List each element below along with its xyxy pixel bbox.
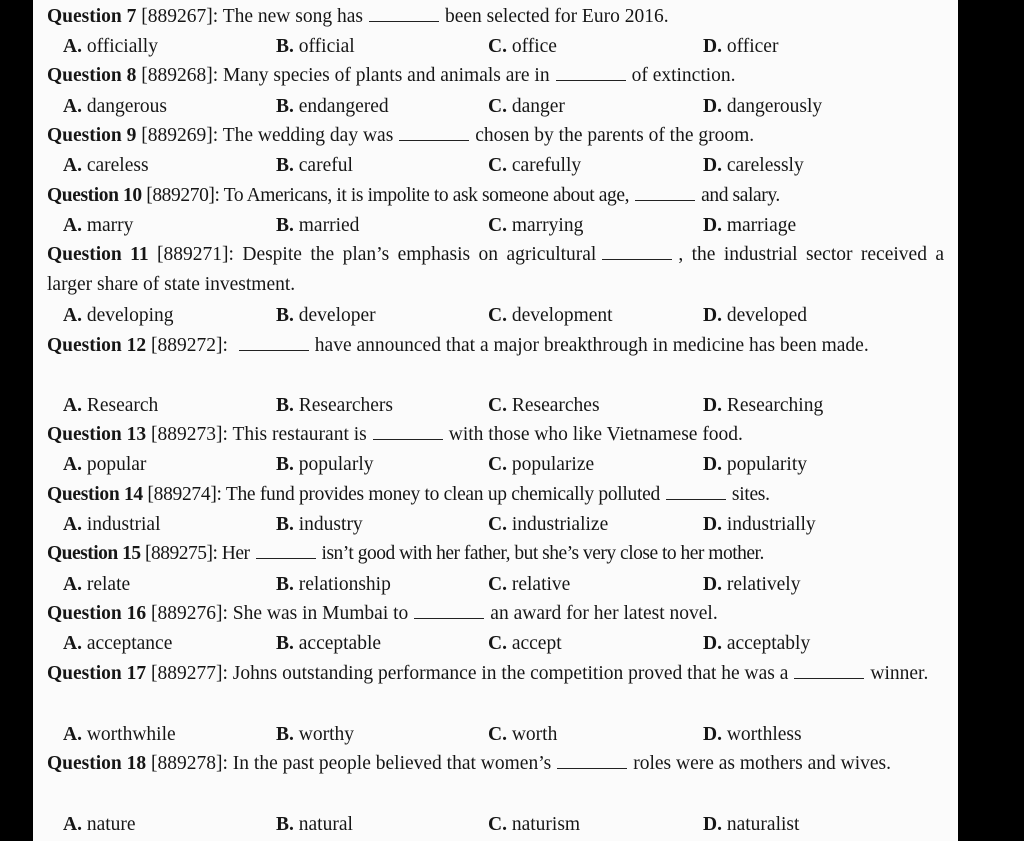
question-label: Question 8: [47, 65, 137, 86]
answer-blank: [369, 20, 439, 22]
question-text-before: The fund provides money to clean up chemically polluted: [225, 484, 660, 505]
option-d[interactable]: D. acceptably: [703, 633, 811, 654]
option-b[interactable]: B. natural: [276, 814, 353, 835]
question-id: [889272]:: [151, 335, 228, 356]
option-a[interactable]: A. popular: [63, 454, 147, 475]
option-d[interactable]: D. officer: [703, 36, 779, 57]
question-text-after: been selected for Euro 2016.: [444, 6, 669, 27]
question-text-after: an award for her latest novel.: [490, 603, 718, 624]
question-text-before: Her: [221, 543, 250, 564]
option-c[interactable]: C. naturism: [488, 814, 581, 835]
question-label: Question 13: [47, 424, 147, 445]
option-b[interactable]: B. relationship: [276, 574, 391, 595]
option-b[interactable]: B. careful: [276, 155, 353, 176]
answer-blank: [414, 617, 484, 619]
option-a[interactable]: A. relate: [63, 574, 131, 595]
option-d[interactable]: D. Researching: [703, 395, 824, 416]
option-b[interactable]: B. endangered: [276, 96, 389, 117]
question-text-before: Johns outstanding performance in the competition proved that he was a: [232, 663, 789, 684]
question-id: [889269]:: [141, 125, 219, 146]
option-c[interactable]: C. accept: [488, 633, 562, 654]
question-label: Question 16: [47, 603, 147, 624]
option-d[interactable]: D. naturalist: [703, 814, 800, 835]
option-a[interactable]: A. careless: [63, 155, 149, 176]
question-text-after: sites.: [731, 484, 770, 505]
question-label: Question 10: [47, 185, 142, 206]
option-c[interactable]: C. danger: [488, 96, 565, 117]
option-b[interactable]: B. acceptable: [276, 633, 382, 654]
options-row: [33, 391, 958, 421]
question-text-before: The wedding day was: [222, 125, 394, 146]
option-a[interactable]: A. worthwhile: [63, 724, 176, 745]
option-c[interactable]: C. office: [488, 36, 557, 57]
question-label: Question 14: [47, 484, 143, 505]
question-9: [47, 121, 944, 151]
question-text-after: and salary.: [701, 185, 780, 206]
answer-blank: [602, 258, 672, 260]
option-c[interactable]: C. relative: [488, 574, 571, 595]
option-d[interactable]: D. worthless: [703, 724, 802, 745]
options-row: [33, 32, 958, 62]
option-a[interactable]: A. developing: [63, 305, 174, 326]
options-row: [33, 211, 958, 241]
options-row: [33, 92, 958, 122]
question-13: [47, 420, 944, 450]
option-d[interactable]: D. carelessly: [703, 155, 804, 176]
question-text-before: Despite the plan’s emphasis on agricultural: [242, 244, 597, 265]
question-id: [889277]:: [151, 663, 228, 684]
option-b[interactable]: B. Researchers: [276, 395, 393, 416]
option-a[interactable]: A. officially: [63, 36, 158, 57]
question-text-before: Many species of plants and animals are in: [223, 65, 550, 86]
answer-blank: [557, 767, 627, 769]
option-b[interactable]: B. worthy: [276, 724, 355, 745]
option-a[interactable]: A. marry: [63, 215, 134, 236]
option-b[interactable]: B. developer: [276, 305, 376, 326]
question-label: Question 9: [47, 125, 137, 146]
options-row: [33, 629, 958, 659]
question-id: [889278]:: [151, 753, 228, 774]
option-c[interactable]: C. development: [488, 305, 613, 326]
question-text-after: winner.: [870, 663, 929, 684]
question-id: [889270]:: [146, 185, 220, 206]
question-text-after: of extinction.: [631, 65, 736, 86]
question-text-before: This restaurant is: [232, 424, 367, 445]
question-17: [47, 659, 944, 689]
question-text-before: The new song has: [222, 6, 363, 27]
options-row: [33, 151, 958, 181]
answer-blank: [666, 498, 726, 500]
option-a[interactable]: A. acceptance: [63, 633, 173, 654]
question-text-before: To Americans, it is impolite to ask someone about age,: [223, 185, 630, 206]
question-14: [47, 480, 944, 510]
question-8: [47, 61, 944, 91]
question-text-after: chosen by the parents of the groom.: [475, 125, 755, 146]
question-text-after: roles were as mothers and wives.: [633, 753, 891, 774]
question-id: [889276]:: [151, 603, 228, 624]
option-d[interactable]: D. marriage: [703, 215, 797, 236]
question-id: [889268]:: [141, 65, 219, 86]
answer-blank: [373, 438, 443, 440]
question-label: Question 12: [47, 335, 147, 356]
options-row: [33, 510, 958, 540]
question-id: [889275]:: [145, 543, 218, 564]
question-id: [889273]:: [151, 424, 228, 445]
question-11: [47, 240, 944, 300]
question-label: Question 18: [47, 753, 147, 774]
option-d[interactable]: D. dangerously: [703, 96, 823, 117]
question-label: Question 15: [47, 543, 141, 564]
question-15: [47, 539, 944, 569]
option-d[interactable]: D. developed: [703, 305, 807, 326]
answer-blank: [556, 79, 626, 81]
option-b[interactable]: B. married: [276, 215, 360, 236]
option-d[interactable]: D. popularity: [703, 454, 807, 475]
option-b[interactable]: B. industry: [276, 514, 363, 535]
answer-blank: [239, 349, 309, 351]
question-text-before: She was in Mumbai to: [232, 603, 409, 624]
option-a[interactable]: A. industrial: [63, 514, 161, 535]
option-a[interactable]: A. dangerous: [63, 96, 167, 117]
question-id: [889271]:: [157, 244, 234, 265]
options-row: [33, 301, 958, 331]
answer-blank: [399, 139, 469, 141]
question-7: [47, 2, 944, 32]
option-d[interactable]: D. industrially: [703, 514, 816, 535]
option-c[interactable]: C. Researches: [488, 395, 600, 416]
options-row: [33, 570, 958, 600]
options-row: [33, 720, 958, 750]
worksheet-page: [33, 0, 958, 841]
question-text-before: In the past people believed that women’s: [232, 753, 552, 774]
option-c[interactable]: C. popularize: [488, 454, 595, 475]
question-id: [889274]:: [147, 484, 222, 505]
option-c[interactable]: C. industrialize: [488, 514, 609, 535]
question-18: [47, 749, 944, 779]
option-c[interactable]: C. worth: [488, 724, 558, 745]
question-label: Question 17: [47, 663, 147, 684]
question-text-after: with those who like Vietnamese food.: [448, 424, 743, 445]
question-10: [47, 181, 944, 211]
option-b[interactable]: B. official: [276, 36, 355, 57]
answer-blank: [635, 199, 695, 201]
question-text-after: , the industrial sector received a larger share of state investment.: [47, 244, 945, 295]
answer-blank: [794, 677, 864, 679]
question-12: [47, 331, 944, 361]
option-c[interactable]: C. carefully: [488, 155, 582, 176]
question-text-after: have announced that a major breakthrough in medicine has been made.: [314, 335, 869, 356]
option-a[interactable]: A. Research: [63, 395, 159, 416]
option-a[interactable]: A. nature: [63, 814, 136, 835]
question-label: Question 11: [47, 244, 149, 265]
question-id: [889267]:: [141, 6, 219, 27]
question-text-after: isn’t good with her father, but she’s very close to her mother.: [321, 543, 764, 564]
option-c[interactable]: C. marrying: [488, 215, 584, 236]
question-16: [47, 599, 944, 629]
answer-blank: [256, 557, 316, 559]
options-row: [33, 810, 958, 840]
question-label: Question 7: [47, 6, 137, 27]
options-row: [33, 450, 958, 480]
option-d[interactable]: D. relatively: [703, 574, 801, 595]
option-b[interactable]: B. popularly: [276, 454, 374, 475]
